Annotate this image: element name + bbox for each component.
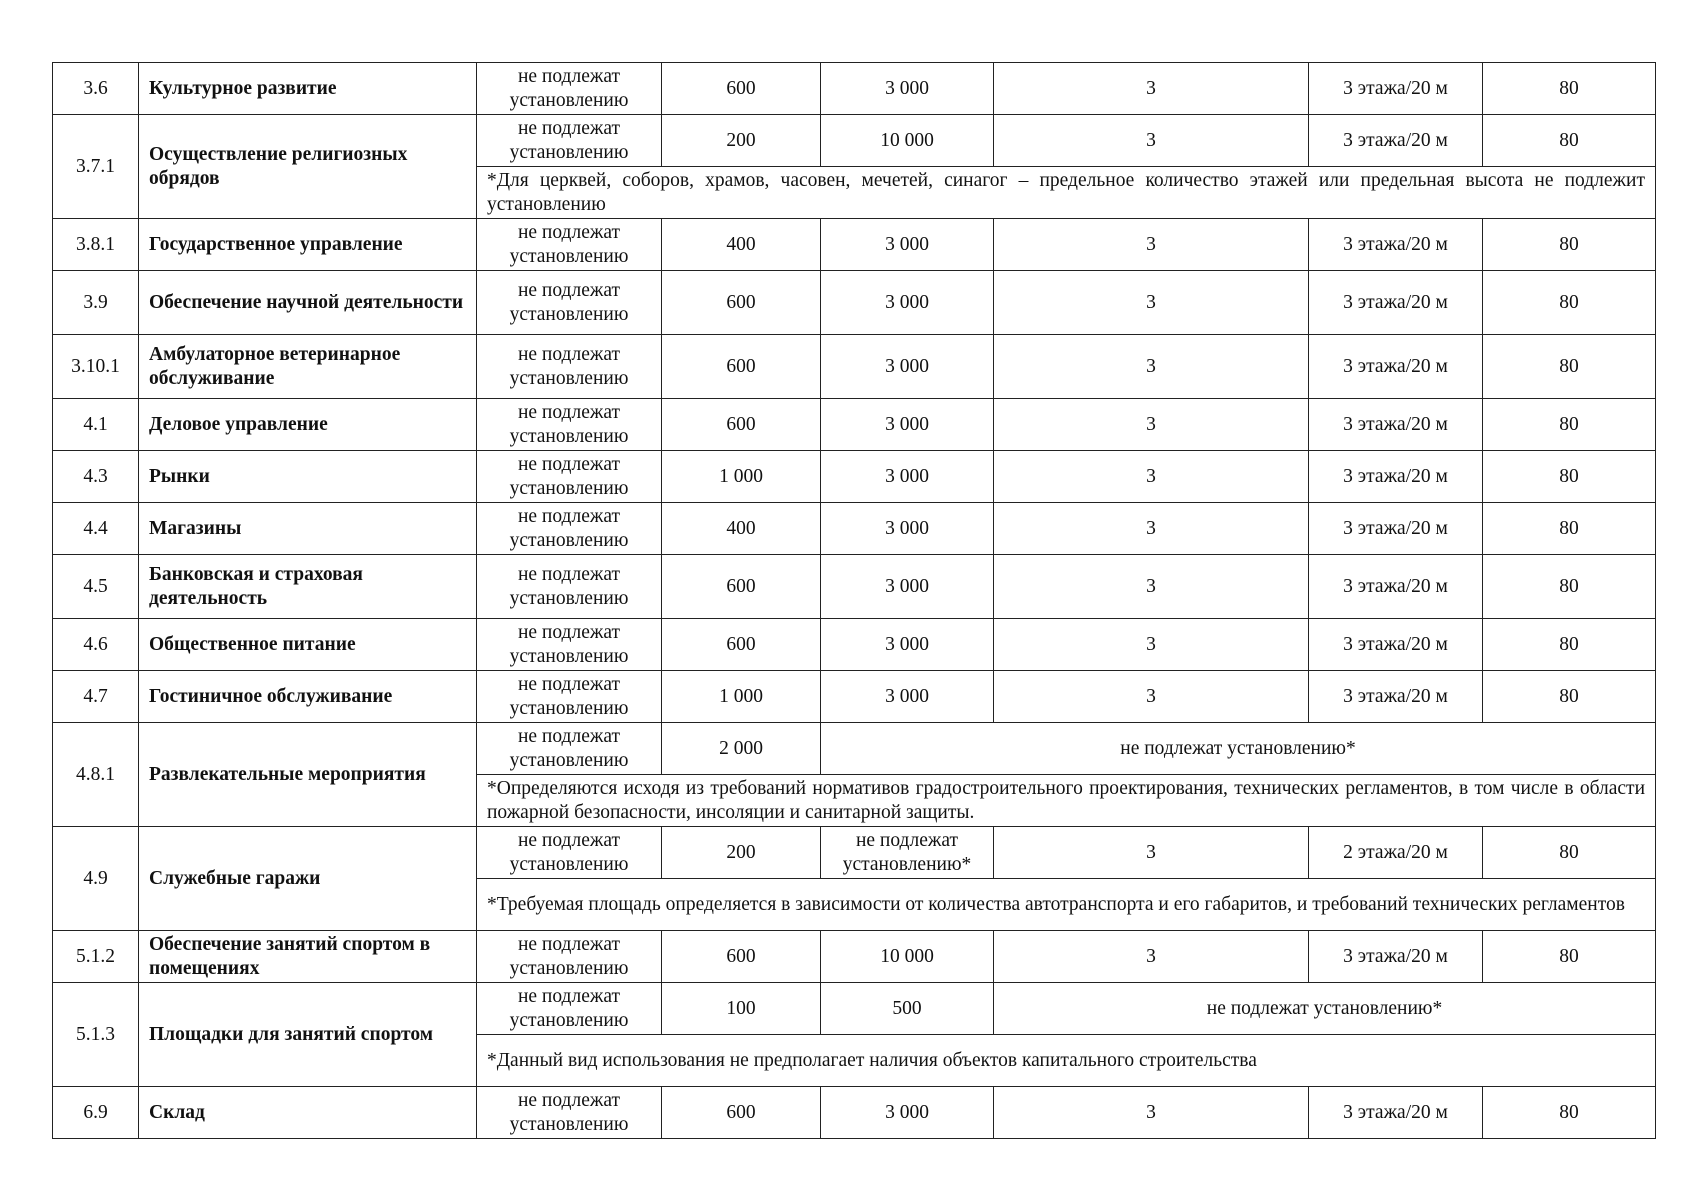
row-note: *Для церквей, соборов, храмов, часовен, мечетей, синагог – предельное количество этажей или предельная высота не подлежит установлению <box>477 167 1656 219</box>
row-code: 4.7 <box>53 671 139 723</box>
cell-value-2: 3 000 <box>821 503 994 555</box>
cell-value-1: 600 <box>662 1087 821 1139</box>
cell-percent: 80 <box>1483 335 1656 399</box>
table-row <box>53 63 1656 115</box>
cell-value-2: 3 000 <box>821 335 994 399</box>
cell-value-1: 600 <box>662 63 821 115</box>
cell-floors: 3 этажа/20 м <box>1309 931 1483 983</box>
cell-percent: 80 <box>1483 1087 1656 1139</box>
row-name: Обеспечение научной деятельности <box>139 271 477 335</box>
cell-value-1: 600 <box>662 399 821 451</box>
row-code: 3.9 <box>53 271 139 335</box>
cell-value-3: 3 <box>994 931 1309 983</box>
table-row <box>53 619 1656 671</box>
cell-floors: 3 этажа/20 м <box>1309 335 1483 399</box>
row-name: Служебные гаражи <box>139 827 477 931</box>
table-row <box>53 271 1656 335</box>
cell-value-3: 3 <box>994 671 1309 723</box>
table-row <box>53 983 1656 1035</box>
row-name: Обеспечение занятий спортом в помещениях <box>139 931 477 983</box>
row-name: Площадки для занятий спортом <box>139 983 477 1087</box>
cell-value-2: 3 000 <box>821 555 994 619</box>
table-row <box>53 503 1656 555</box>
cell-value-1: 600 <box>662 271 821 335</box>
cell-value-3: 3 <box>994 451 1309 503</box>
row-name: Культурное развитие <box>139 63 477 115</box>
cell-min-size: не подлежат установлению <box>477 399 662 451</box>
row-name: Осуществление религиозных обрядов <box>139 115 477 219</box>
cell-min-size: не подлежат установлению <box>477 63 662 115</box>
cell-percent: 80 <box>1483 931 1656 983</box>
cell-value-2: 3 000 <box>821 1087 994 1139</box>
cell-floors: 2 этажа/20 м <box>1309 827 1483 879</box>
cell-value-3: 3 <box>994 555 1309 619</box>
cell-value-3: 3 <box>994 219 1309 271</box>
row-name: Развлекательные мероприятия <box>139 723 477 827</box>
cell-percent: 80 <box>1483 271 1656 335</box>
table-row <box>53 555 1656 619</box>
cell-floors: 3 этажа/20 м <box>1309 451 1483 503</box>
cell-value-2: 3 000 <box>821 619 994 671</box>
cell-percent: 80 <box>1483 619 1656 671</box>
row-name: Банковская и страховая деятельность <box>139 555 477 619</box>
cell-value-2: 10 000 <box>821 931 994 983</box>
cell-value-1: 200 <box>662 115 821 167</box>
row-name: Государственное управление <box>139 219 477 271</box>
row-name: Общественное питание <box>139 619 477 671</box>
cell-floors: 3 этажа/20 м <box>1309 399 1483 451</box>
cell-value-1: 600 <box>662 619 821 671</box>
cell-min-size: не подлежат установлению <box>477 619 662 671</box>
cell-percent: 80 <box>1483 115 1656 167</box>
cell-merged-value: не подлежат установлению* <box>994 983 1656 1035</box>
cell-floors: 3 этажа/20 м <box>1309 63 1483 115</box>
row-code: 3.10.1 <box>53 335 139 399</box>
cell-min-size: не подлежат установлению <box>477 983 662 1035</box>
cell-value-2: 3 000 <box>821 671 994 723</box>
row-code: 3.8.1 <box>53 219 139 271</box>
cell-value-1: 600 <box>662 335 821 399</box>
cell-value-1: 1 000 <box>662 671 821 723</box>
cell-value-2: 3 000 <box>821 451 994 503</box>
table-row <box>53 827 1656 879</box>
cell-value-1: 600 <box>662 931 821 983</box>
cell-floors: 3 этажа/20 м <box>1309 1087 1483 1139</box>
row-code: 3.7.1 <box>53 115 139 219</box>
row-note: *Требуемая площадь определяется в зависимости от количества автотранспорта и его габаритов, и требований технических регламентов <box>477 879 1656 931</box>
cell-floors: 3 этажа/20 м <box>1309 219 1483 271</box>
row-code: 4.1 <box>53 399 139 451</box>
cell-value-1: 2 000 <box>662 723 821 775</box>
cell-value-3: 3 <box>994 619 1309 671</box>
cell-min-size: не подлежат установлению <box>477 451 662 503</box>
cell-value-1: 1 000 <box>662 451 821 503</box>
cell-percent: 80 <box>1483 555 1656 619</box>
cell-value-1: 200 <box>662 827 821 879</box>
cell-percent: 80 <box>1483 827 1656 879</box>
table-row <box>53 335 1656 399</box>
row-code: 4.3 <box>53 451 139 503</box>
cell-min-size: не подлежат установлению <box>477 1087 662 1139</box>
cell-min-size: не подлежат установлению <box>477 555 662 619</box>
cell-min-size: не подлежат установлению <box>477 271 662 335</box>
table-row <box>53 219 1656 271</box>
row-code: 4.6 <box>53 619 139 671</box>
cell-value-2: 3 000 <box>821 399 994 451</box>
cell-floors: 3 этажа/20 м <box>1309 619 1483 671</box>
table-row <box>53 931 1656 983</box>
cell-percent: 80 <box>1483 451 1656 503</box>
cell-merged-value: не подлежат установлению* <box>821 723 1656 775</box>
cell-value-2: 10 000 <box>821 115 994 167</box>
cell-min-size: не подлежат установлению <box>477 219 662 271</box>
cell-percent: 80 <box>1483 63 1656 115</box>
table-row <box>53 399 1656 451</box>
row-name: Амбулаторное ветеринарное обслуживание <box>139 335 477 399</box>
cell-value-1: 400 <box>662 219 821 271</box>
cell-value-3: 3 <box>994 399 1309 451</box>
cell-value-3: 3 <box>994 63 1309 115</box>
row-note: *Данный вид использования не предполагает наличия объектов капитального строительства <box>477 1035 1656 1087</box>
cell-value-3: 3 <box>994 827 1309 879</box>
cell-floors: 3 этажа/20 м <box>1309 503 1483 555</box>
cell-value-2: 3 000 <box>821 271 994 335</box>
cell-percent: 80 <box>1483 219 1656 271</box>
cell-value-1: 600 <box>662 555 821 619</box>
cell-min-size: не подлежат установлению <box>477 671 662 723</box>
cell-floors: 3 этажа/20 м <box>1309 271 1483 335</box>
row-note: *Определяются исходя из требований нормативов градостроительного проектирования, технических регламентов, в том числе в области пожарной безопасности, инсоляции и санитарной защиты. <box>477 775 1656 827</box>
row-code: 4.8.1 <box>53 723 139 827</box>
zoning-parameters-table <box>52 62 1656 1139</box>
cell-floors: 3 этажа/20 м <box>1309 115 1483 167</box>
table-row <box>53 723 1656 775</box>
cell-floors: 3 этажа/20 м <box>1309 555 1483 619</box>
cell-value-2: не подлежат установлению* <box>821 827 994 879</box>
row-code: 4.9 <box>53 827 139 931</box>
cell-floors: 3 этажа/20 м <box>1309 671 1483 723</box>
row-name: Склад <box>139 1087 477 1139</box>
row-code: 4.4 <box>53 503 139 555</box>
cell-min-size: не подлежат установлению <box>477 931 662 983</box>
cell-value-1: 100 <box>662 983 821 1035</box>
cell-percent: 80 <box>1483 671 1656 723</box>
cell-percent: 80 <box>1483 503 1656 555</box>
cell-value-3: 3 <box>994 1087 1309 1139</box>
row-name: Гостиничное обслуживание <box>139 671 477 723</box>
cell-min-size: не подлежат установлению <box>477 827 662 879</box>
row-name: Рынки <box>139 451 477 503</box>
cell-value-2: 3 000 <box>821 219 994 271</box>
row-name: Деловое управление <box>139 399 477 451</box>
row-code: 5.1.3 <box>53 983 139 1087</box>
cell-value-2: 500 <box>821 983 994 1035</box>
table-row <box>53 1087 1656 1139</box>
table-row <box>53 451 1656 503</box>
cell-min-size: не подлежат установлению <box>477 723 662 775</box>
row-code: 6.9 <box>53 1087 139 1139</box>
cell-value-3: 3 <box>994 271 1309 335</box>
row-name: Магазины <box>139 503 477 555</box>
cell-min-size: не подлежат установлению <box>477 503 662 555</box>
table-row <box>53 671 1656 723</box>
row-code: 5.1.2 <box>53 931 139 983</box>
row-code: 4.5 <box>53 555 139 619</box>
cell-value-3: 3 <box>994 115 1309 167</box>
cell-value-1: 400 <box>662 503 821 555</box>
row-code: 3.6 <box>53 63 139 115</box>
table-row <box>53 115 1656 167</box>
cell-value-3: 3 <box>994 503 1309 555</box>
cell-min-size: не подлежат установлению <box>477 335 662 399</box>
cell-value-2: 3 000 <box>821 63 994 115</box>
cell-value-3: 3 <box>994 335 1309 399</box>
cell-percent: 80 <box>1483 399 1656 451</box>
cell-min-size: не подлежат установлению <box>477 115 662 167</box>
